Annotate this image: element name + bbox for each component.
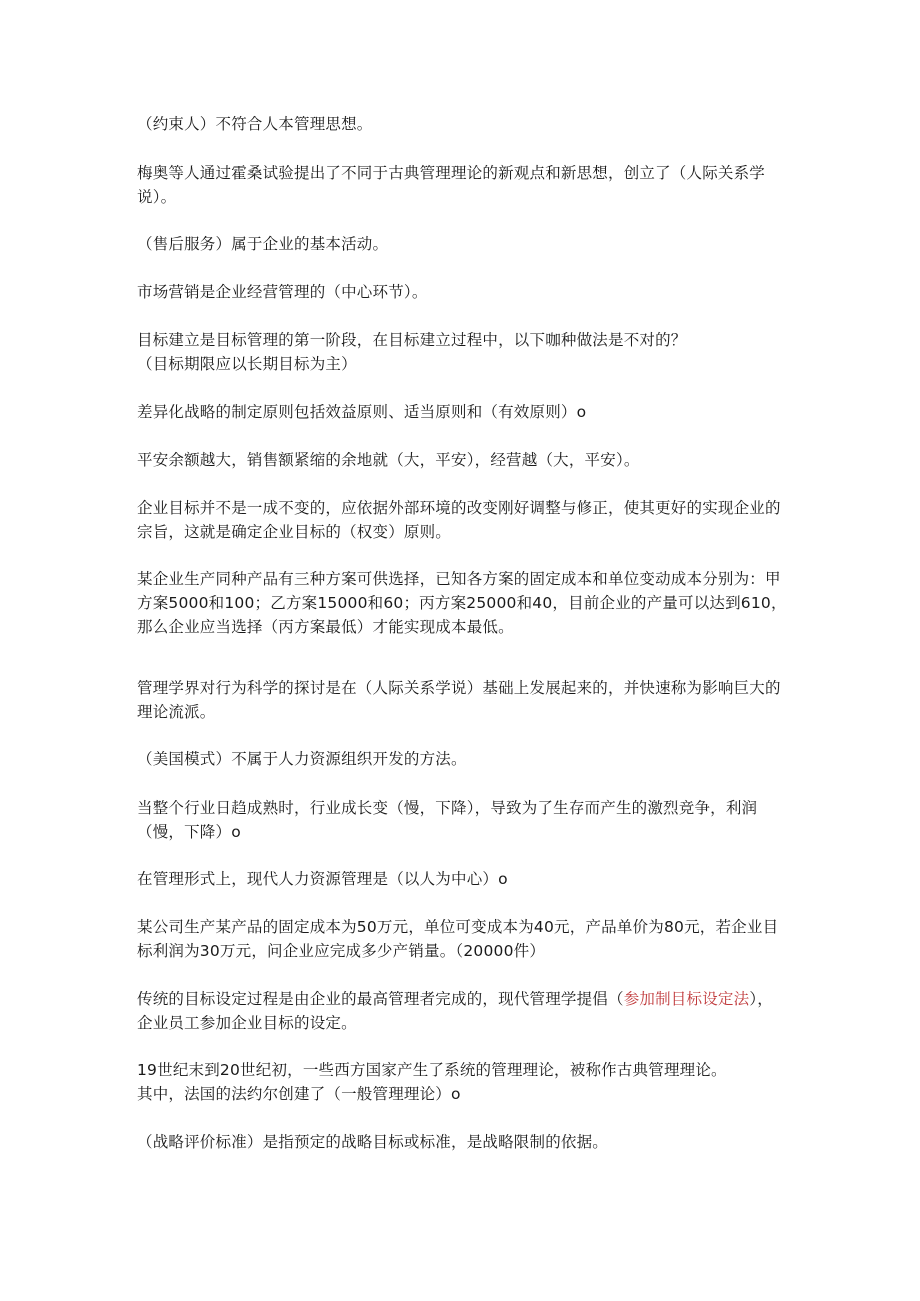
- paragraph: 管理学界对行为科学的探讨是在（人际关系学说）基础上发展起来的，并快速称为影响巨大的理论流派。: [137, 679, 781, 721]
- paragraph: 差异化战略的制定原则包括效益原则、适当原则和（有效原则）o: [137, 403, 587, 421]
- paragraph: 在管理形式上，现代人力资源管理是（以人为中心）o: [137, 870, 508, 888]
- paragraph: （战略评价标准）是指预定的战略目标或标准，是战略限制的依据。: [137, 1133, 609, 1151]
- paragraph-line: 19世纪末到20世纪初，一些西方国家产生了系统的管理理论，被称作古典管理理论。: [137, 1061, 727, 1079]
- paragraph: （美国模式）不属于人力资源组织开发的方法。: [137, 750, 467, 768]
- paragraph: 市场营销是企业经营管理的（中心环节）。: [137, 283, 428, 301]
- paragraph-text: ），企业员工参加企业目标的设定。: [137, 990, 773, 1032]
- paragraph-text: 传统的目标设定过程是由企业的最高管理者完成的，现代管理学提倡（: [137, 990, 624, 1008]
- paragraph: 梅奥等人通过霍桑试验提出了不同于古典管理理论的新观点和新思想，创立了（人际关系学说）。: [137, 164, 766, 206]
- paragraph-line: （目标期限应以长期目标为主）: [137, 355, 357, 373]
- paragraph: [137, 328, 787, 376]
- paragraph: [137, 1058, 787, 1106]
- paragraph: 当整个行业日趋成熟时，行业成长变（慢，下降），导致为了生存而产生的激烈竞争，利润（慢，下降）o: [137, 799, 758, 841]
- paragraph-line: 其中，法国的法约尔创建了（一般管理理论）o: [137, 1085, 461, 1103]
- paragraph: （约束人）不符合人本管理思想。: [137, 115, 373, 133]
- paragraph-line: 目标建立是目标管理的第一阶段，在目标建立过程中，以下咖种做法是不对的？: [137, 331, 687, 349]
- paragraph: 企业目标并不是一成不变的，应依据外部环境的改变刚好调整与修正，使其更好的实现企业的宗旨，这就是确定企业目标的（权变）原则。: [137, 499, 781, 541]
- paragraph: 平安余额越大，销售额紧缩的余地就（大，平安），经营越（大，平安）。: [137, 451, 640, 469]
- paragraph: 某企业生产同种产品有三种方案可供选择，已知各方案的固定成本和单位变动成本分别为：甲方案5000和100；乙方案15000和60；丙方案25000和40，目前企业的产量可以达到610，那么企业应当选择（丙方案最低）才能实现成本最低。: [137, 570, 787, 636]
- paragraph: （售后服务）属于企业的基本活动。: [137, 235, 389, 253]
- paragraph: [137, 987, 787, 1035]
- highlighted-answer: 参加制目标设定法: [623, 990, 750, 1008]
- paragraph: 某公司生产某产品的固定成本为50万元，单位可变成本为40元，产品单价为80元，若企业目标利润为30万元，问企业应完成多少产销量。（20000件）: [137, 918, 779, 960]
